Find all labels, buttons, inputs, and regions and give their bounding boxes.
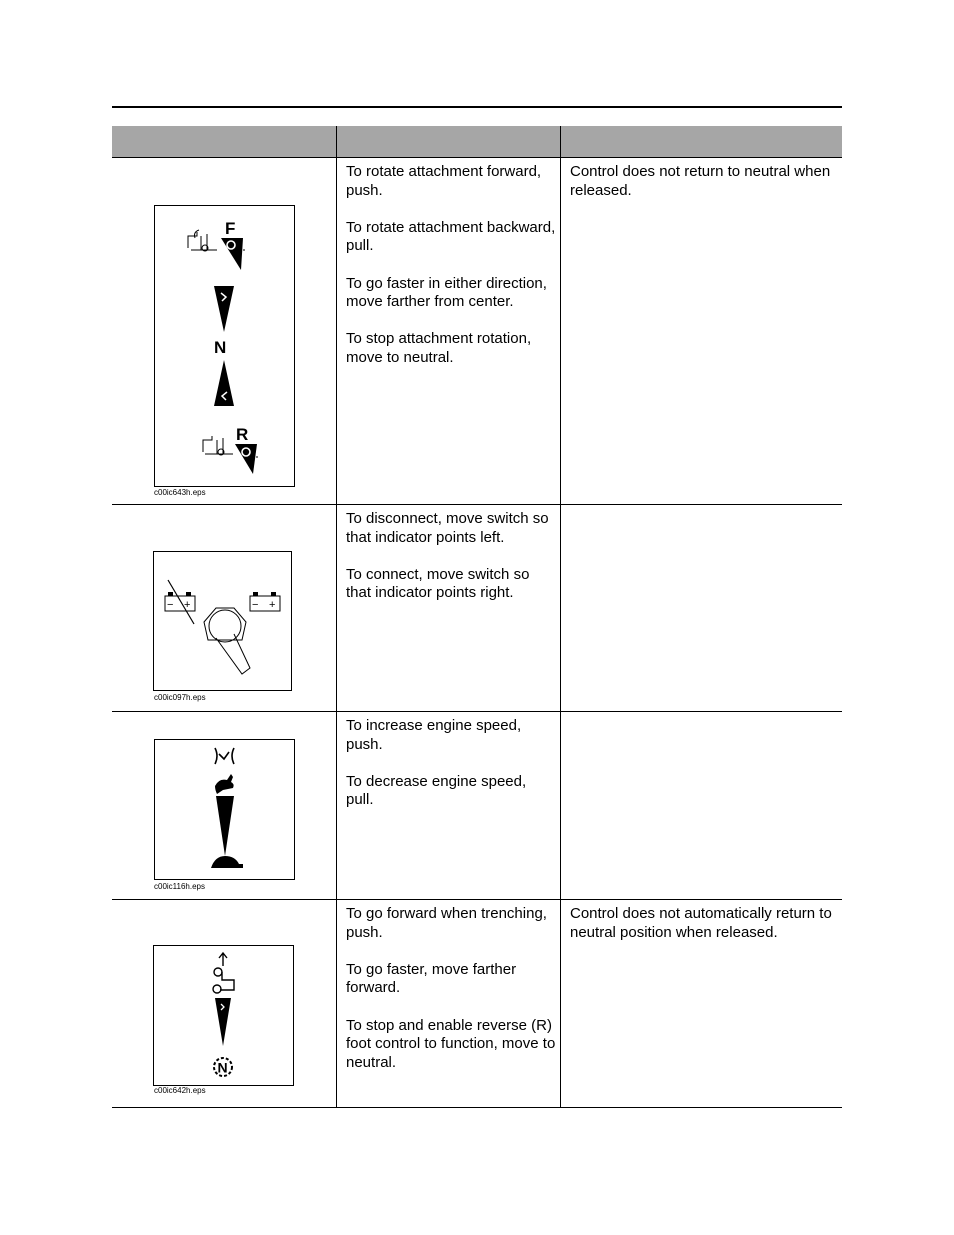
notes-text: [570, 163, 838, 219]
battery-plus-label: +: [184, 599, 191, 611]
notes-line: Control does not automatically return to neutral position when released.: [570, 905, 832, 941]
function-line: To stop and enable reverse (R) foot control to function, move to neutral.: [346, 1016, 556, 1071]
throttle-wedge-icon: [216, 796, 234, 856]
rabbit-icon: [215, 774, 234, 794]
table-row: [112, 158, 842, 505]
reverse-letter: R: [236, 425, 249, 444]
notes-line: Control does not return to neutral when released.: [570, 163, 831, 199]
controls-table: [112, 126, 842, 1108]
function-line: To disconnect, move switch so that indicator points left.: [346, 510, 549, 546]
figure-caption: c00ic642h.eps: [154, 1086, 206, 1095]
column-divider: [336, 900, 337, 1107]
throttle-symbol-icon: [215, 748, 234, 764]
throttle-figure: [154, 739, 295, 880]
header-divider: [336, 126, 337, 157]
trencher-forward-icon: [213, 953, 234, 993]
table-row: [112, 505, 842, 712]
neutral-letter: N: [214, 338, 227, 357]
battery-connected-icon: [250, 592, 280, 611]
forward-letter: F: [225, 219, 236, 238]
function-line: To stop attachment rotation, move to neutral.: [346, 330, 532, 366]
figure-caption: c00ic097h.eps: [154, 693, 206, 702]
neutral-circle-icon: [214, 1058, 232, 1076]
battery-plus-label: +: [269, 599, 276, 611]
top-rule: [112, 106, 842, 108]
table-row: [112, 712, 842, 900]
function-line: To go faster, move farther forward.: [346, 960, 517, 997]
battery-minus-label: −: [167, 599, 174, 611]
column-divider: [560, 505, 561, 711]
column-divider: [336, 158, 337, 504]
function-line: To increase engine speed, push.: [346, 717, 522, 753]
function-text: [346, 163, 556, 386]
function-text: [346, 510, 556, 622]
table-header: [112, 126, 842, 158]
column-divider: [336, 505, 337, 711]
forward-rotate-arrow-icon: [221, 238, 243, 270]
attachment-rotation-figure: [154, 205, 295, 487]
neutral-letter: N: [217, 1059, 228, 1076]
table-row: [112, 900, 842, 1108]
battery-switch-figure: [153, 551, 292, 691]
column-divider: [336, 712, 337, 899]
notes-text: [570, 905, 838, 961]
turtle-icon: [211, 856, 243, 868]
reverse-machine-icon: [203, 436, 233, 455]
switch-knob-icon: [204, 608, 250, 674]
header-divider: [560, 126, 561, 157]
function-line: To connect, move switch so that indicator points right.: [346, 565, 530, 602]
function-line: To go faster in either direction, move farther from center.: [346, 274, 547, 311]
function-text: [346, 717, 556, 829]
function-line: To rotate attachment forward, push.: [346, 163, 542, 199]
column-divider: [560, 712, 561, 899]
figure-caption: c00ic116h.eps: [154, 882, 205, 891]
function-line: To decrease engine speed, pull.: [346, 772, 527, 809]
reverse-wedge-icon: [214, 360, 234, 406]
function-line: To rotate attachment backward, pull.: [346, 218, 556, 255]
trench-control-figure: [153, 945, 294, 1086]
battery-disconnected-icon: [165, 580, 195, 624]
column-divider: [560, 158, 561, 504]
attachment-machine-icon: [188, 230, 217, 251]
column-divider: [560, 900, 561, 1107]
function-text: [346, 905, 556, 1091]
function-line: To go forward when trenching, push.: [346, 905, 547, 941]
forward-wedge-icon: [214, 286, 234, 332]
figure-caption: c00ic643h.eps: [154, 488, 206, 497]
battery-minus-label: −: [252, 599, 259, 611]
